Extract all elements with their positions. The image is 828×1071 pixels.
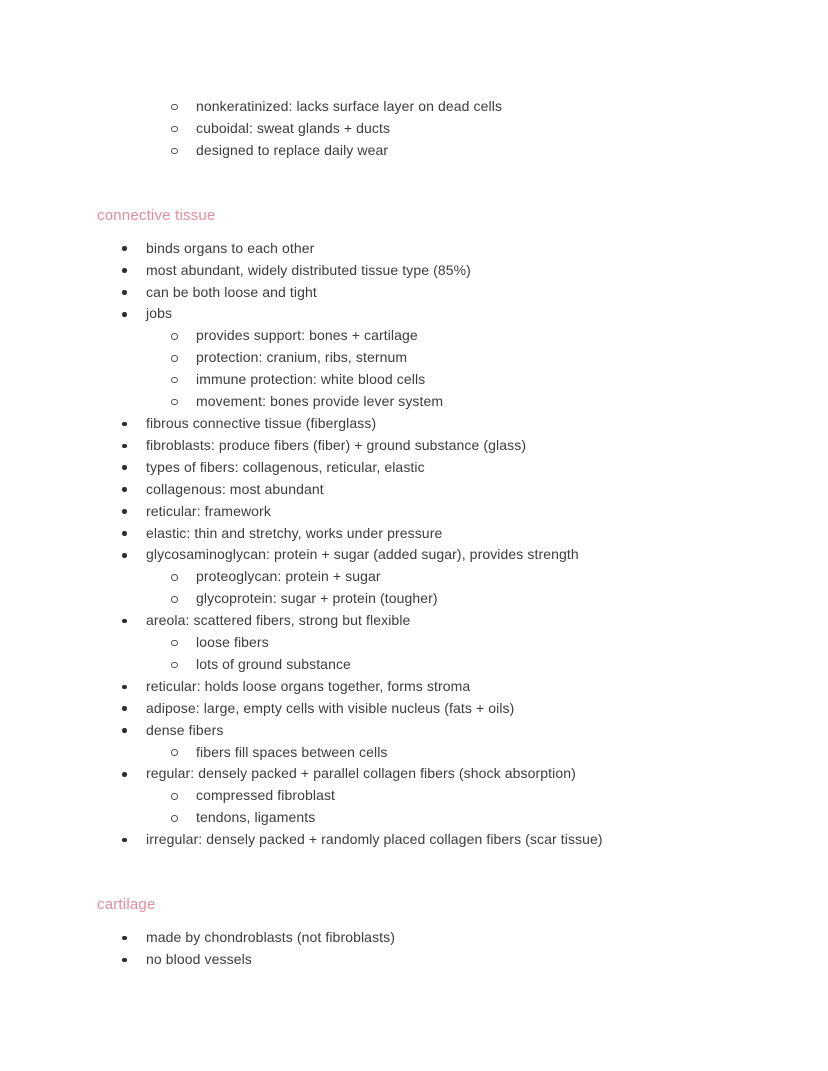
list-item [97, 501, 788, 523]
list-item [97, 479, 788, 501]
circle-bullet-icon [171, 104, 178, 111]
circle-bullet-icon [171, 815, 178, 822]
list-item-text: loose fibers [196, 634, 269, 651]
list-item [97, 303, 788, 325]
disc-bullet-icon [122, 936, 127, 941]
bullet-list [97, 238, 788, 851]
list-item-text: designed to replace daily wear [196, 141, 389, 158]
list-item [97, 260, 788, 282]
circle-bullet-icon [171, 793, 178, 800]
list-item [97, 676, 788, 698]
list-item-text: binds organs to each other [146, 239, 315, 256]
list-item [97, 523, 788, 545]
list-item-text: protection: cranium, ribs, sternum [196, 349, 408, 366]
disc-bullet-icon [122, 312, 127, 317]
disc-bullet-icon [122, 531, 127, 536]
list-item-text: no blood vessels [146, 951, 252, 967]
list-item-text: regular: densely packed + parallel collagen fibers (shock absorption) [146, 765, 576, 782]
circle-bullet-icon [171, 749, 178, 756]
list-item-text: glycoprotein: sugar + protein (tougher) [196, 590, 438, 607]
list-item [97, 949, 788, 971]
disc-bullet-icon [122, 509, 127, 514]
list-item-text: glycosaminoglycan: protein + sugar (added sugar), provides strength [146, 546, 579, 563]
disc-bullet-icon [122, 268, 127, 273]
list-item [97, 763, 788, 785]
bullet-list [97, 96, 788, 162]
list-item-text: most abundant, widely distributed tissue type (85%) [146, 261, 471, 278]
list-item-text: reticular: framework [146, 502, 271, 519]
list-item [97, 96, 788, 118]
list-item [97, 654, 788, 676]
disc-bullet-icon [122, 444, 127, 449]
list-item-text: irregular: densely packed + randomly placed collagen fibers (scar tissue) [146, 831, 603, 848]
list-item-text: movement: bones provide lever system [196, 393, 444, 410]
disc-bullet-icon [122, 772, 127, 777]
list-item [97, 118, 788, 140]
list-item-text: compressed fibroblast [196, 787, 336, 804]
list-item [97, 140, 788, 162]
list-item [97, 413, 788, 435]
list-item [97, 807, 788, 829]
list-item-text: fibrous connective tissue (fiberglass) [146, 414, 377, 431]
list-item-text: fibers fill spaces between cells [196, 743, 388, 760]
list-item-text: areola: scattered fibers, strong but flexible [146, 612, 411, 629]
list-item-text: proteoglycan: protein + sugar [196, 568, 381, 585]
list-item-text: reticular: holds loose organs together, forms stroma [146, 677, 471, 694]
list-item-text: elastic: thin and stretchy, works under pressure [146, 524, 443, 541]
list-item-text: adipose: large, empty cells with visible nucleus (fats + oils) [146, 699, 515, 716]
disc-bullet-icon [122, 958, 127, 963]
disc-bullet-icon [122, 553, 127, 558]
list-item [97, 457, 788, 479]
list-item [97, 325, 788, 347]
list-item [97, 435, 788, 457]
list-item [97, 369, 788, 391]
circle-bullet-icon [171, 126, 178, 133]
list-item [97, 544, 788, 566]
circle-bullet-icon [171, 377, 178, 384]
list-item [97, 347, 788, 369]
bullet-list [97, 927, 788, 971]
circle-bullet-icon [171, 662, 178, 669]
section-heading: cartilage [97, 896, 156, 914]
circle-bullet-icon [171, 399, 178, 406]
disc-bullet-icon [122, 422, 127, 427]
section-heading: connective tissue [97, 206, 216, 224]
circle-bullet-icon [171, 596, 178, 603]
circle-bullet-icon [171, 333, 178, 340]
disc-bullet-icon [122, 706, 127, 711]
list-item-text: dense fibers [146, 721, 224, 738]
disc-bullet-icon [122, 728, 127, 733]
list-item-text: tendons, ligaments [196, 809, 316, 826]
list-item-text: nonkeratinized: lacks surface layer on dead cells [196, 98, 503, 114]
list-item-text: made by chondroblasts (not fibroblasts) [146, 929, 396, 946]
list-item [97, 588, 788, 610]
list-item-text: fibroblasts: produce fibers (fiber) + ground substance (glass) [146, 436, 527, 453]
list-item [97, 720, 788, 742]
list-item [97, 282, 788, 304]
list-item-text: provides support: bones + cartilage [196, 327, 418, 344]
circle-bullet-icon [171, 640, 178, 647]
disc-bullet-icon [122, 619, 127, 624]
list-item-text: jobs [146, 305, 173, 322]
disc-bullet-icon [122, 838, 127, 843]
list-item-text: collagenous: most abundant [146, 480, 324, 497]
disc-bullet-icon [122, 465, 127, 470]
circle-bullet-icon [171, 355, 178, 362]
list-item [97, 391, 788, 413]
circle-bullet-icon [171, 148, 178, 155]
list-item [97, 927, 788, 949]
list-item [97, 785, 788, 807]
list-item [97, 610, 788, 632]
list-item-text: types of fibers: collagenous, reticular, elastic [146, 458, 425, 475]
list-item-text: lots of ground substance [196, 655, 351, 672]
disc-bullet-icon [122, 685, 127, 690]
list-item [97, 829, 788, 851]
list-item [97, 238, 788, 260]
list-item [97, 698, 788, 720]
disc-bullet-icon [122, 246, 127, 251]
list-item-text: immune protection: white blood cells [196, 371, 426, 388]
circle-bullet-icon [171, 574, 178, 581]
list-item [97, 566, 788, 588]
list-item-text: can be both loose and tight [146, 283, 317, 300]
disc-bullet-icon [122, 487, 127, 492]
disc-bullet-icon [122, 290, 127, 295]
list-item [97, 632, 788, 654]
list-item [97, 742, 788, 764]
list-item-text: cuboidal: sweat glands + ducts [196, 119, 391, 136]
